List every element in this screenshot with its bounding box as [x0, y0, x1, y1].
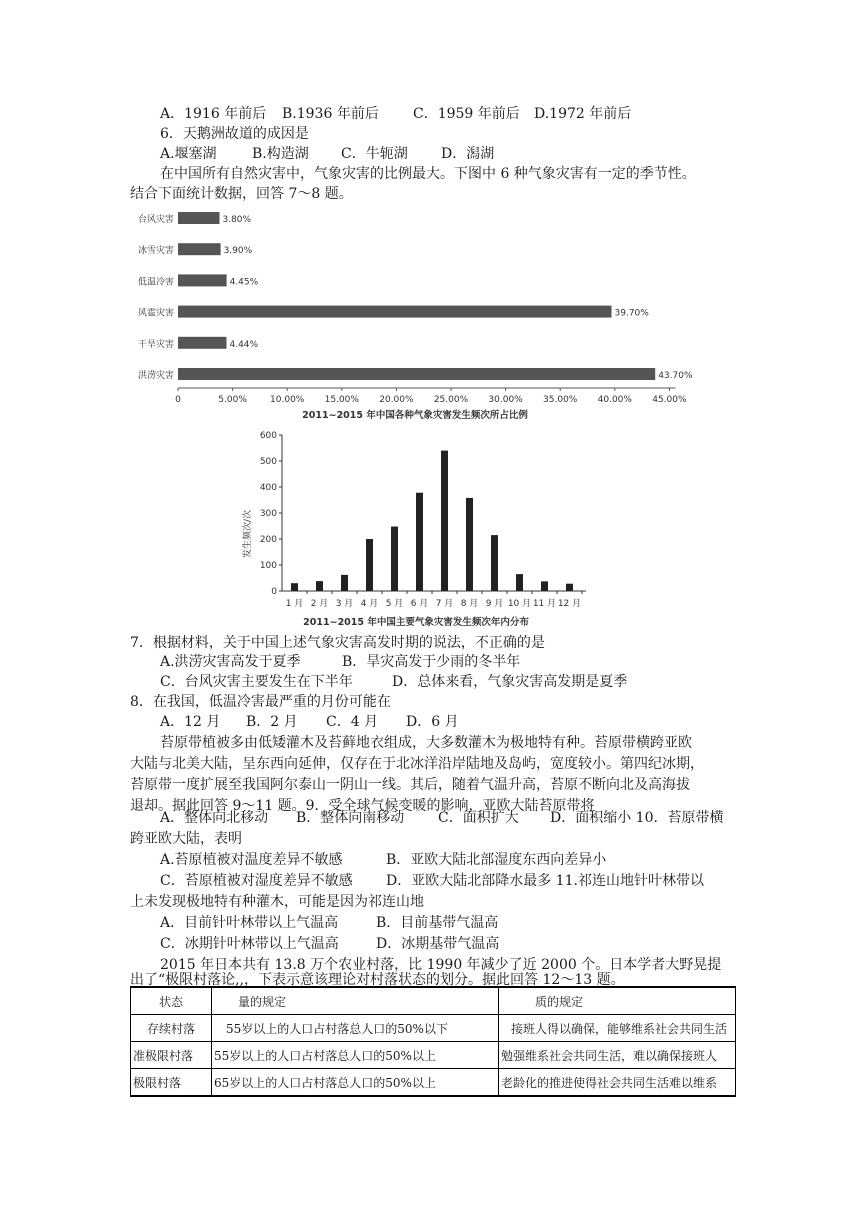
- q8-option-c: C．4 月: [326, 714, 379, 730]
- table-cell: 存续村落: [131, 1015, 212, 1042]
- month-label: 3 月: [335, 599, 354, 609]
- month-label: 9 月: [485, 599, 504, 609]
- month-bar: [316, 581, 323, 591]
- month-bar: [516, 574, 523, 591]
- passage-9-11-line-3: 苔原带一度扩展至我国阿尔泰山一阴山一线。其后，随着气温升高，苔原不断向北及高海拔: [130, 777, 690, 793]
- y-tick-label: 100: [259, 561, 277, 571]
- y-tick-label: 400: [259, 483, 277, 493]
- month-bar: [441, 451, 448, 591]
- y-tick-label: 600: [259, 431, 277, 441]
- table-header-row: [131, 987, 736, 1015]
- value-label: 39.70%: [614, 308, 649, 319]
- hazard-bar: [178, 337, 226, 349]
- q5-options: [160, 104, 631, 124]
- q10-option-a: A.苔原植被对温度差异不敏感: [160, 852, 343, 868]
- table-row: [131, 1015, 736, 1042]
- month-label: 11 月: [532, 599, 557, 609]
- intro-7-8-line-2: 结合下面统计数据，回答 7～8 题。: [130, 186, 353, 202]
- q9-option-a: A．整体向北移动: [160, 810, 269, 826]
- q7-option-d: D．总体来看，气象灾害高发期是夏季: [392, 674, 628, 690]
- q7-stem: 7．根据材料，关于中国上述气象灾害高发时期的说法，不正确的是: [130, 635, 545, 651]
- month-label: 1 月: [285, 599, 304, 609]
- passage-9-11-line-1: 苔原带植被多由低矮灌木及苔藓地衣组成，大多数灌木为极地特有种。苔原带横跨亚欧: [160, 735, 692, 751]
- hazard-share-bar-chart: [120, 200, 720, 430]
- q6-options: [160, 144, 494, 164]
- passage-12-13-line-2: 出了“极限村落论,,，下表示意该理论对村落状态的划分。据此回答 12～13 题。: [130, 972, 625, 988]
- table-header-quality: 质的规定: [499, 987, 736, 1015]
- month-bar: [416, 493, 423, 591]
- q10-stem: 跨亚欧大陆，表明: [130, 831, 242, 847]
- y-tick-label: 500: [259, 457, 277, 467]
- table-cell: 老龄化的推进使得社会共同生活难以维系: [499, 1069, 736, 1097]
- month-bar: [291, 583, 298, 591]
- q8-option-b: B．2 月: [246, 714, 298, 730]
- hazard-bar: [178, 274, 227, 286]
- passage-12-13-line-1: 2015 年日本共有 13.8 万个农业村落，比 1990 年减少了近 2000 个。日本学者大野晃提: [160, 957, 722, 973]
- month-label: 12 月: [557, 599, 582, 609]
- table-row: [131, 1042, 736, 1069]
- month-label: 4 月: [360, 599, 379, 609]
- intro-7-8-line-1: 在中国所有自然灾害中，气象灾害的比例最大。下图中 6 种气象灾害有一定的季节性。: [160, 166, 696, 182]
- q5-option-c: C．1959 年前后: [413, 106, 520, 122]
- monthly-chart-ylabel: 发生频次/次: [243, 509, 253, 559]
- q11-options-row-2: [160, 934, 499, 954]
- category-label: 干旱灾害: [137, 339, 174, 350]
- x-tick-label: 10.00%: [270, 395, 305, 405]
- table-cell: 55岁以上的人口占村落总人口的50%以上: [212, 1042, 499, 1069]
- month-label: 6 月: [410, 599, 429, 609]
- q6-option-c: C．牛轭湖: [341, 146, 408, 162]
- value-label: 4.45%: [229, 277, 259, 288]
- value-label: 3.90%: [223, 246, 253, 257]
- table-cell: 接班人得以确保，能够维系社会共同生活: [499, 1015, 736, 1042]
- x-tick-label: 25.00%: [433, 395, 469, 405]
- table-header-state: 状态: [131, 987, 212, 1015]
- x-tick-label: 40.00%: [597, 395, 632, 405]
- y-tick-label: 300: [259, 509, 277, 519]
- table-cell: 极限村落: [131, 1069, 212, 1097]
- x-tick-label: 0: [175, 395, 181, 405]
- month-label: 2 月: [310, 599, 329, 609]
- category-label: 风雹灾害: [137, 308, 174, 319]
- month-label: 5 月: [385, 599, 404, 609]
- q7-option-c: C．台风灾害主要发生在下半年: [160, 674, 353, 690]
- x-tick-label: 35.00%: [543, 395, 578, 405]
- q11-option-b: B．目前基带气温高: [376, 915, 499, 931]
- x-tick-label: 20.00%: [379, 395, 414, 405]
- category-label: 台风灾害: [137, 215, 174, 225]
- q10-option-b: B．亚欧大陆北部湿度东西向差异小: [386, 852, 607, 868]
- q5-option-a: A．1916 年前后: [160, 106, 267, 122]
- x-tick-label: 45.00%: [652, 395, 687, 405]
- table-row: [131, 1069, 736, 1097]
- month-bar: [341, 575, 348, 591]
- q11-options-row-1: [160, 913, 498, 933]
- q6-stem: 6．天鹅洲故道的成因是: [160, 126, 309, 142]
- q8-options: [160, 712, 459, 732]
- q8-stem: 8．在我国，低温冷害最严重的月份可能在: [130, 694, 391, 710]
- x-tick-label: 30.00%: [488, 395, 523, 405]
- q10-options-row-2: [160, 871, 704, 891]
- monthly-chart-title: 2011~2015 年中国主要气象灾害发生频次年内分布: [303, 617, 529, 628]
- month-bar: [391, 527, 398, 591]
- q9-options: [160, 808, 724, 828]
- passage-9-11-line-2: 大陆与北美大陆，呈东西向延伸，仅存在于北冰洋沿岸陆地及岛屿，宽度较小。第四纪冰期，: [130, 756, 704, 772]
- y-tick-label: 0: [271, 587, 277, 597]
- hazard-bar: [178, 243, 221, 255]
- q9-option-c: C．面积扩大: [438, 810, 519, 826]
- q9-option-b: B．整体向南移动: [296, 810, 405, 826]
- q7-options-row-2: [160, 672, 627, 692]
- value-label: 4.44%: [229, 339, 259, 350]
- q6-option-a: A.堰塞湖: [160, 146, 217, 162]
- q10-option-d: D．亚欧大陆北部降水最多 11.祁连山地针叶林带以: [386, 873, 704, 889]
- month-bar: [366, 539, 373, 591]
- value-label: 3.80%: [222, 215, 252, 225]
- q5-option-b: B.1936 年前后: [282, 106, 379, 122]
- q10-options-row-1: [160, 850, 606, 870]
- q11-option-a: A．目前针叶林带以上气温高: [160, 915, 339, 931]
- month-bar: [566, 584, 573, 591]
- hazard-bar: [178, 306, 612, 318]
- q6-option-d: D．潟湖: [441, 146, 495, 162]
- month-bar: [541, 581, 548, 591]
- x-tick-label: 5.00%: [218, 395, 247, 405]
- q6-option-b: B.构造湖: [252, 146, 309, 162]
- hazard-bar: [178, 368, 655, 380]
- month-label: 10 月: [507, 599, 532, 609]
- q10-option-c: C．苔原植被对湿度差异不敏感: [160, 873, 353, 889]
- value-label: 43.70%: [658, 371, 693, 381]
- q11-stem: 上未发现极地特有种灌木，可能是因为祁连山地: [130, 894, 424, 910]
- passage-9-11-line-4: 退却。据此回答 9～11 题。9．受全球气候变暖的影响，亚欧大陆苔原带将: [130, 798, 595, 814]
- table-cell: 勉强维系社会共同生活，难以确保接班人: [499, 1042, 736, 1069]
- category-label: 冰雪灾害: [137, 246, 174, 257]
- hazard-share-chart-title: 2011~2015 年中国各种气象灾害发生频次所占比例: [302, 410, 528, 421]
- q5-option-d: D.1972 年前后: [534, 106, 632, 122]
- q8-option-a: A．12 月: [160, 714, 221, 730]
- month-bar: [466, 498, 473, 591]
- table-header-quantity: 量的规定: [212, 987, 499, 1015]
- q7-option-a: A.洪涝灾害高发于夏季: [160, 654, 301, 670]
- x-tick-label: 15.00%: [324, 395, 359, 405]
- q7-option-b: B．旱灾高发于少雨的冬半年: [342, 654, 521, 670]
- hazard-bar: [178, 212, 219, 224]
- q11-option-c: C．冰期针叶林带以上气温高: [160, 936, 339, 952]
- q8-option-d: D．6 月: [406, 714, 459, 730]
- q9-option-d: D．面积缩小 10．苔原带横: [550, 810, 724, 826]
- q11-option-d: D．冰期基带气温高: [376, 936, 500, 952]
- table-cell: 65岁以上的人口占村落总人口的50%以上: [212, 1069, 499, 1097]
- month-bar: [491, 535, 498, 591]
- q7-options-row-1: [160, 652, 520, 672]
- category-label: 低温冷害: [137, 277, 174, 288]
- y-tick-label: 200: [259, 535, 277, 545]
- category-label: 洪涝灾害: [137, 371, 174, 381]
- table-cell: 55岁以上的人口占村落总人口的50%以下: [212, 1015, 499, 1042]
- month-label: 7 月: [435, 599, 454, 609]
- village-classification-table: [130, 986, 736, 1097]
- monthly-frequency-bar-chart: [236, 424, 606, 630]
- month-label: 8 月: [460, 599, 479, 609]
- table-cell: 准极限村落: [131, 1042, 212, 1069]
